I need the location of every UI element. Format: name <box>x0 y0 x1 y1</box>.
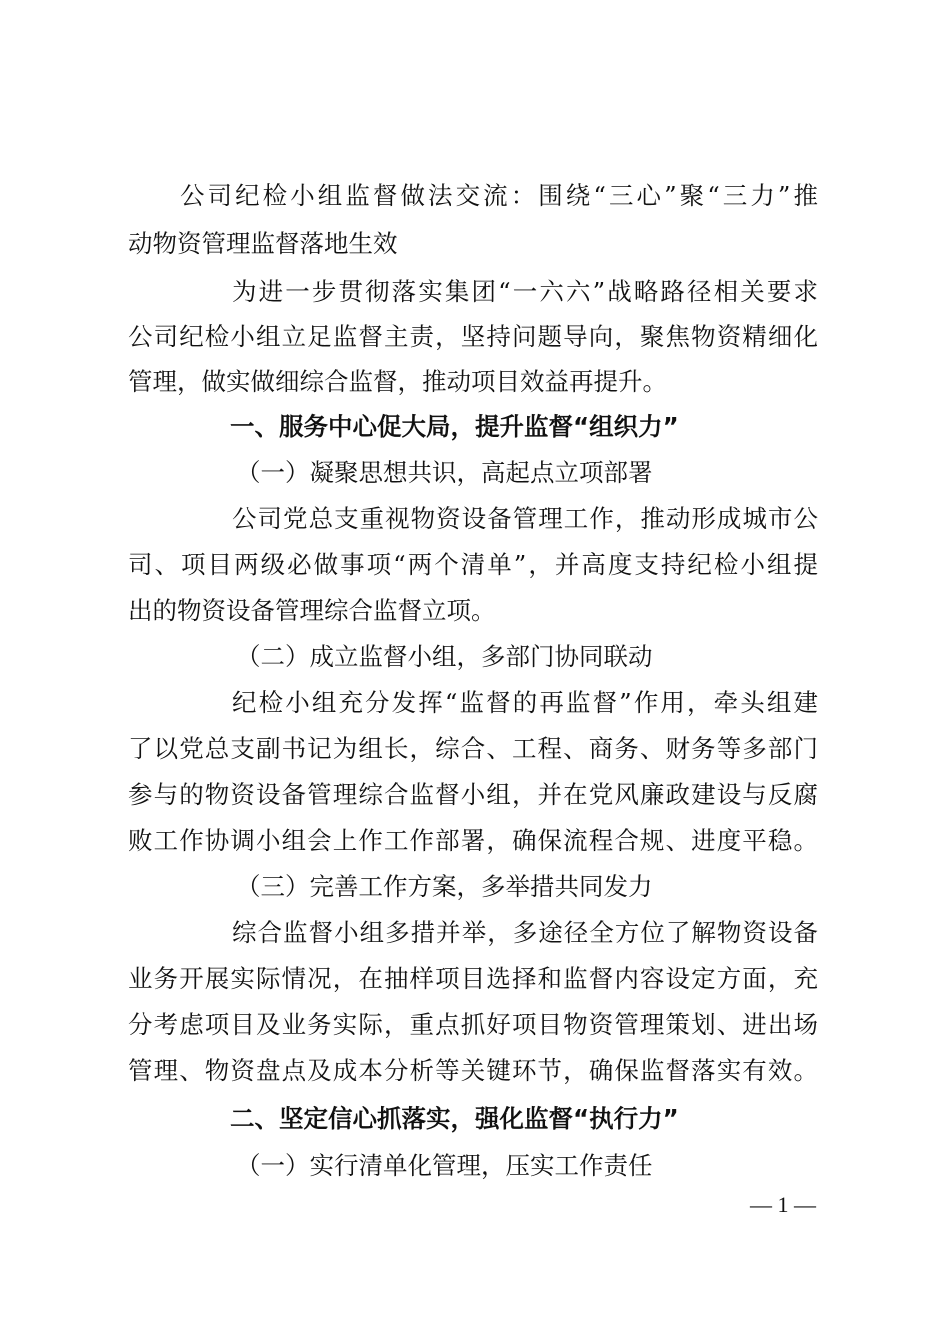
section-1-heading: 一、服务中心促大局，提升监督“组织力” <box>230 412 679 441</box>
section-1-sub-2-line-2: 了以党总支副书记为组长，综合、工程、商务、财务等多部门 <box>128 734 818 763</box>
page-number: — 1 — <box>750 1192 816 1217</box>
section-1-sub-1-line-2: 司、项目两级必做事项“两个清单”，并高度支持纪检小组提 <box>128 550 818 579</box>
section-1-sub-2-line-3: 参与的物资设备管理综合监督小组，并在党风廉政建设与反腐 <box>128 780 818 809</box>
intro-paragraph-line-1: 为进一步贯彻落实集团“一六六”战略路径相关要求 <box>232 277 818 306</box>
document-title-line-1: 公司纪检小组监督做法交流：围绕“三心”聚“三力”推 <box>180 181 818 210</box>
section-1-sub-3-line-4: 管理、物资盘点及成本分析等关键环节，确保监督落实有效。 <box>128 1056 818 1085</box>
section-2-sub-1-heading: （一）实行清单化管理，压实工作责任 <box>236 1151 653 1180</box>
section-1-sub-2-line-4: 败工作协调小组会上作工作部署，确保流程合规、进度平稳。 <box>128 826 818 855</box>
section-1-sub-1-line-1: 公司党总支重视物资设备管理工作，推动形成城市公 <box>232 504 818 533</box>
document-title-line-2: 动物资管理监督落地生效 <box>128 229 398 258</box>
section-1-sub-3-line-1: 综合监督小组多措并举，多途径全方位了解物资设备 <box>232 918 818 947</box>
intro-paragraph-line-2: 公司纪检小组立足监督主责，坚持问题导向，聚焦物资精细化 <box>128 322 818 351</box>
section-1-sub-3-line-3: 分考虑项目及业务实际，重点抓好项目物资管理策划、进出场 <box>128 1010 818 1039</box>
section-1-sub-2-line-1: 纪检小组充分发挥“监督的再监督”作用，牵头组建 <box>232 688 818 717</box>
section-1-sub-3-heading: （三）完善工作方案，多举措共同发力 <box>236 872 653 901</box>
section-1-sub-2-heading: （二）成立监督小组，多部门协同联动 <box>236 642 653 671</box>
section-2-heading: 二、坚定信心抓落实，强化监督“执行力” <box>230 1104 679 1133</box>
intro-paragraph-line-3: 管理，做实做细综合监督，推动项目效益再提升。 <box>128 367 667 396</box>
section-1-sub-3-line-2: 业务开展实际情况，在抽样项目选择和监督内容设定方面，充 <box>128 964 818 993</box>
section-1-sub-1-line-3: 出的物资设备管理综合监督立项。 <box>128 596 496 625</box>
section-1-sub-1-heading: （一）凝聚思想共识，高起点立项部署 <box>236 458 653 487</box>
